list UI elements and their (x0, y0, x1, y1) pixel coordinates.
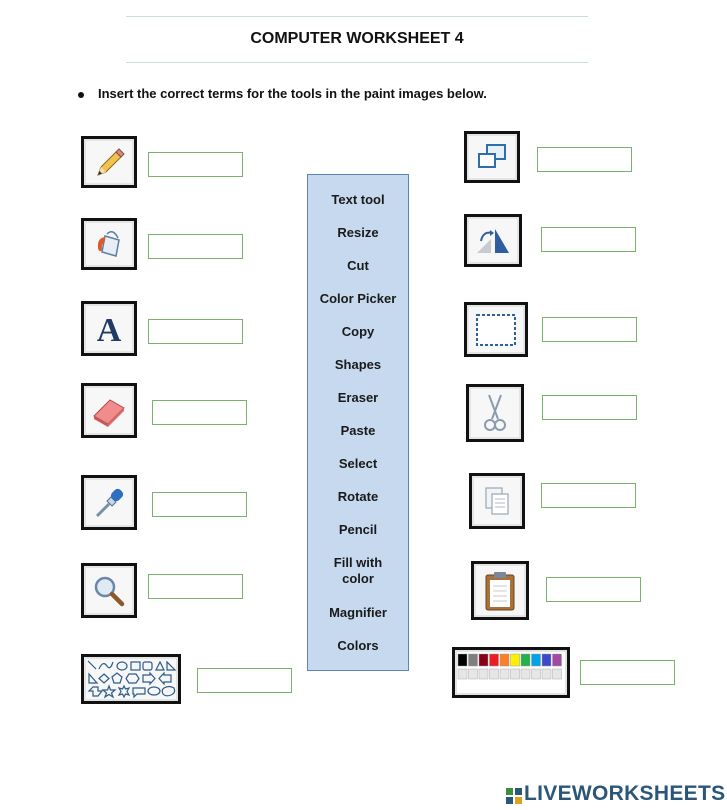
palette-empty-swatch (553, 669, 562, 679)
answer-box-fill[interactable] (148, 234, 243, 259)
word-bank-item: Paste (340, 423, 376, 438)
word-bank (307, 174, 409, 671)
word-bank-item: Select (338, 456, 378, 471)
copy-icon (480, 484, 514, 518)
resize-tile (464, 131, 520, 183)
word-bank-item: Pencil (338, 522, 378, 537)
word-bank-item: Text tool (331, 192, 385, 207)
magnifier-tile (81, 563, 137, 618)
pencil-icon (92, 145, 126, 179)
page-title: COMPUTER WORKSHEET 4 (250, 30, 464, 47)
answer-box-eraser[interactable] (152, 400, 247, 425)
colors-tile (452, 647, 570, 698)
cut-icon (481, 393, 509, 433)
palette-swatch (479, 654, 488, 666)
answer-box-cut[interactable] (542, 395, 637, 420)
header-rule-bottom (126, 62, 588, 63)
paste-icon (483, 570, 517, 612)
rotate-tile (464, 214, 522, 267)
select-tile (464, 302, 528, 357)
palette-empty-swatch (521, 669, 530, 679)
header-rule-top (126, 16, 588, 17)
word-bank-item: Cut (347, 258, 369, 273)
resize-icon (475, 142, 509, 172)
cut-tile (466, 384, 524, 442)
magnifier-icon (91, 573, 127, 609)
palette-swatch (553, 654, 562, 666)
word-bank-item: Fill with color (333, 555, 383, 586)
palette-swatch (511, 654, 520, 666)
word-bank-item: Resize (337, 225, 379, 240)
color-picker-icon (91, 485, 127, 521)
bullet-icon (78, 92, 84, 98)
answer-box-select[interactable] (542, 317, 637, 342)
palette-empty-swatch (500, 669, 509, 679)
answer-box-colors[interactable] (580, 660, 675, 685)
word-bank-item: Colors (337, 638, 379, 653)
answer-box-magnifier[interactable] (148, 574, 243, 599)
word-bank-item: Color Picker (319, 291, 397, 306)
palette-swatch (542, 654, 551, 666)
text-tile (81, 301, 137, 356)
palette-swatch (500, 654, 509, 666)
palette-empty-swatch (479, 669, 488, 679)
shapes-tile (81, 654, 181, 704)
palette-empty-swatch (511, 669, 520, 679)
palette-empty-swatch (458, 669, 467, 679)
text-tool-glyph: A (96, 311, 122, 349)
shapes-icon (85, 658, 177, 700)
answer-box-shapes[interactable] (197, 668, 292, 693)
palette-swatch (521, 654, 530, 666)
fill-tile (81, 218, 137, 270)
word-bank-item: Rotate (337, 489, 379, 504)
eraser-icon (90, 394, 128, 428)
instruction-text: Insert the correct terms for the tools in the paint images below. (98, 86, 487, 101)
palette-swatch (458, 654, 467, 666)
answer-box-color-picker[interactable] (152, 492, 247, 517)
answer-box-rotate[interactable] (541, 227, 636, 252)
word-bank-item: Eraser (337, 390, 379, 405)
palette-empty-swatch (469, 669, 478, 679)
palette-empty-swatch (490, 669, 499, 679)
pencil-tile (81, 136, 137, 188)
answer-box-paste[interactable] (546, 577, 641, 602)
answer-box-resize[interactable] (537, 147, 632, 172)
colors-palette-icon (456, 652, 566, 694)
liveworksheets-logo-icon (506, 786, 522, 802)
word-bank-item: Copy (341, 324, 375, 339)
select-icon (473, 312, 519, 348)
instruction (78, 86, 487, 101)
brand-logo (506, 782, 725, 806)
color-picker-tile (81, 475, 137, 530)
word-bank-item: Shapes (334, 357, 382, 372)
eraser-tile (81, 383, 137, 438)
answer-box-pencil[interactable] (148, 152, 243, 177)
palette-swatch (532, 654, 541, 666)
text-tool-icon (89, 309, 129, 349)
palette-swatch (490, 654, 499, 666)
palette-empty-swatch (532, 669, 541, 679)
fill-bucket-icon (91, 226, 127, 262)
brand-text: LIVEWORKSHEETS (524, 782, 726, 805)
answer-box-copy[interactable] (541, 483, 636, 508)
copy-tile (469, 473, 525, 529)
word-bank-item: Magnifier (329, 605, 387, 620)
paste-tile (471, 561, 529, 620)
answer-box-text[interactable] (148, 319, 243, 344)
palette-swatch (469, 654, 478, 666)
rotate-icon (473, 225, 513, 257)
palette-empty-swatch (542, 669, 551, 679)
